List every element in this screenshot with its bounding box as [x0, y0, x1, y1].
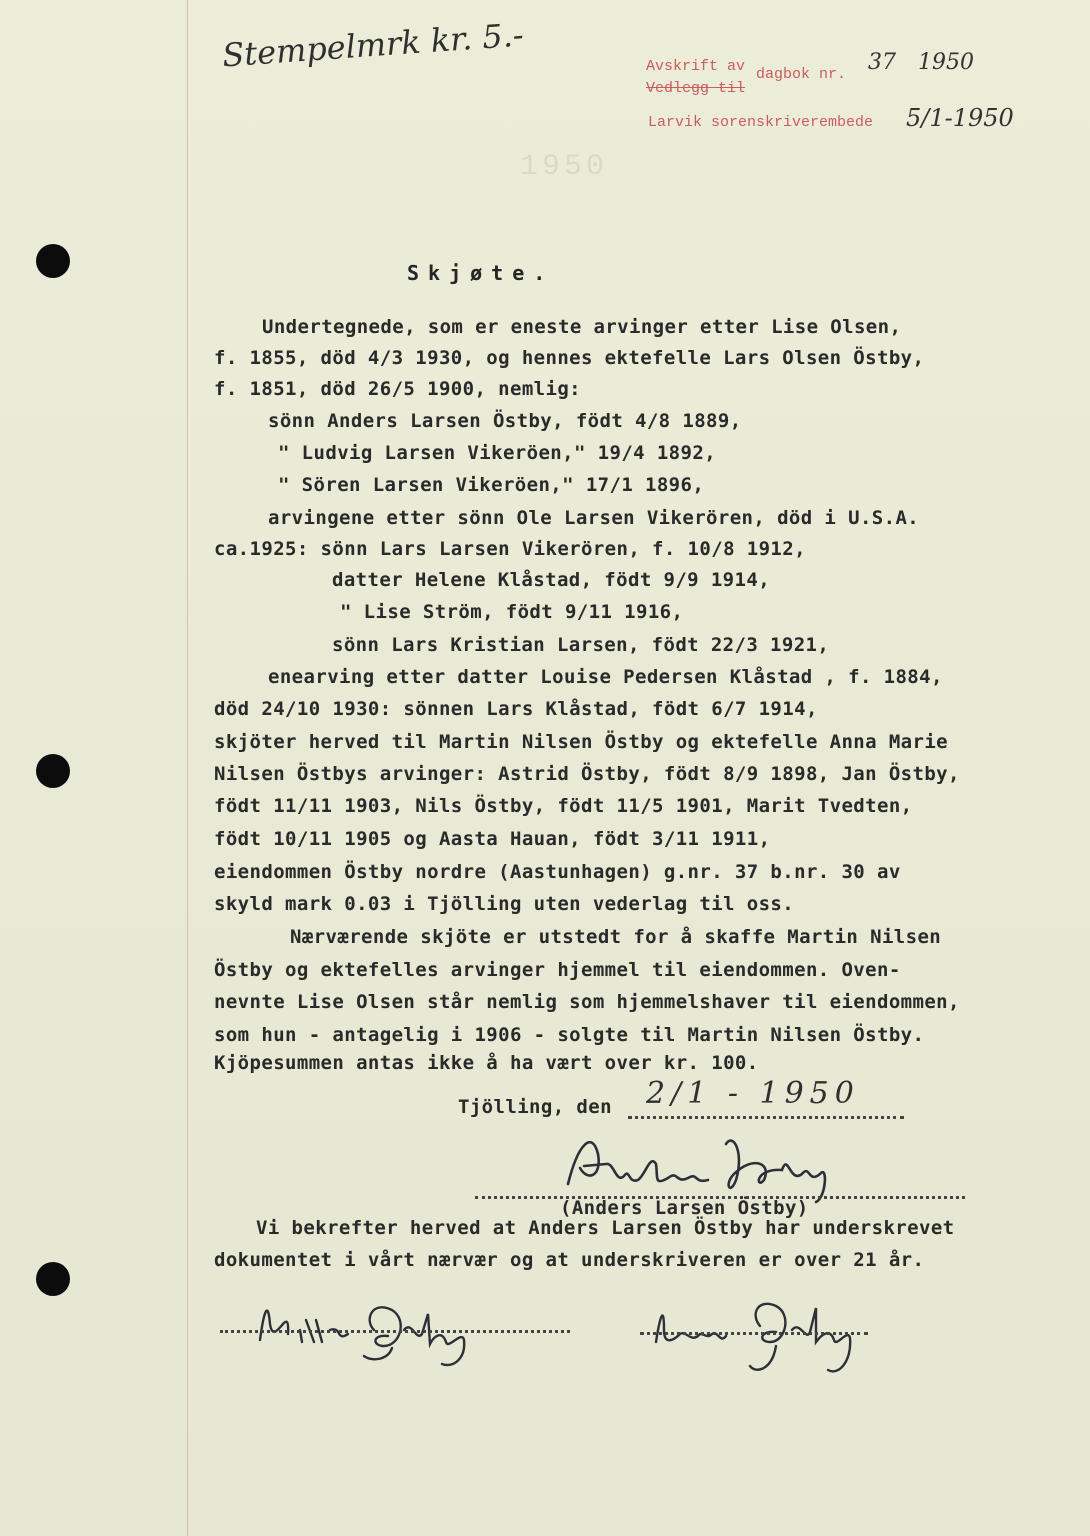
body-line: " Lise Ström, födt 9/11 1916, [340, 601, 684, 623]
body-line: skyld mark 0.03 i Tjölling uten vederlag til oss. [214, 893, 795, 915]
document-title: Skjøte. [407, 261, 555, 285]
body-line: Kjöpesummen antas ikke å ha vært over kr. 100. [214, 1052, 759, 1074]
margin-line [187, 0, 188, 1536]
body-line: ca.1925: sönn Lars Larsen Vikerören, f. 10/8 1912, [214, 538, 806, 560]
body-line: " Sören Larsen Vikeröen," 17/1 1896, [278, 474, 705, 496]
place-date-label: Tjölling, den [458, 1096, 612, 1118]
stamp-office: Larvik sorenskriverembede [648, 114, 874, 131]
body-line: arvingene etter sönn Ole Larsen Vikerören, död i U.S.A. [268, 507, 920, 529]
punch-hole [36, 754, 70, 788]
body-line: sönn Anders Larsen Östby, födt 4/8 1889, [268, 410, 742, 432]
body-line: födt 11/11 1903, Nils Östby, födt 11/5 1901, Marit Tvedten, [214, 795, 913, 817]
stamp-label-copy: Avskrift av [646, 58, 746, 75]
stamp-label-journal: dagbok nr. [756, 66, 847, 83]
witness-dotted-line [640, 1332, 868, 1335]
body-line: födt 10/11 1905 og Aasta Hauan, födt 3/11 1911, [214, 828, 771, 850]
body-line: " Ludvig Larsen Vikeröen," 19/4 1892, [278, 442, 717, 464]
witness-signature-lars [650, 1290, 890, 1380]
body-line: död 24/10 1930: sönnen Lars Klåstad, födt 6/7 1914, [214, 698, 818, 720]
body-line: eiendommen Östby nordre (Aastunhagen) g.nr. 37 b.nr. 30 av [214, 861, 901, 883]
body-line: datter Helene Klåstad, födt 9/9 1914, [332, 569, 771, 591]
handwritten-date: 2/1 - 1950 [646, 1076, 860, 1111]
punch-hole [36, 1262, 70, 1296]
body-line: f. 1851, död 26/5 1900, nemlig: [214, 378, 582, 400]
stamp-label-attachment: Vedlegg til [646, 80, 746, 97]
body-line: enearving etter datter Louise Pedersen Klåstad , f. 1884, [268, 666, 943, 688]
stamp-duty-note: Stempelmrk kr. 5.- [221, 15, 525, 75]
stamp-date: 5/1-1950 [906, 104, 1014, 132]
faint-bleed-through: 1950 [520, 150, 609, 184]
body-line: Undertegnede, som er eneste arvinger etter Lise Olsen, [262, 316, 902, 338]
journal-year: 1950 [918, 50, 974, 75]
witness-line: Vi bekrefter herved at Anders Larsen Östby har underskrevet [256, 1217, 955, 1239]
journal-number: 37 [868, 50, 896, 75]
witness-dotted-line [220, 1330, 570, 1333]
body-line: Nærværende skjöte er utstedt for å skaffe Martin Nilsen [290, 926, 942, 948]
body-line: f. 1855, död 4/3 1930, og hennes ektefelle Lars Olsen Östby, [214, 347, 925, 369]
body-line: sönn Lars Kristian Larsen, födt 22/3 1921, [332, 634, 830, 656]
date-dotted-line [628, 1116, 904, 1119]
body-line: skjöter herved til Martin Nilsen Östby og ektefelle Anna Marie [214, 731, 949, 753]
signature-anders [558, 1124, 858, 1204]
witness-line: dokumentet i vårt nærvær og at underskriveren er over 21 år. [214, 1249, 925, 1271]
body-line: nevnte Lise Olsen står nemlig som hjemmelshaver til eiendommen, [214, 991, 960, 1013]
body-line: Östby og ektefelles arvinger hjemmel til eiendommen. Oven- [214, 959, 901, 981]
body-line: Nilsen Östbys arvinger: Astrid Östby, födt 8/9 1898, Jan Östby, [214, 763, 960, 785]
body-line: som hun - antagelig i 1906 - solgte til Martin Nilsen Östby. [214, 1024, 925, 1046]
signer-name: (Anders Larsen Östby) [560, 1197, 809, 1219]
punch-hole [36, 244, 70, 278]
